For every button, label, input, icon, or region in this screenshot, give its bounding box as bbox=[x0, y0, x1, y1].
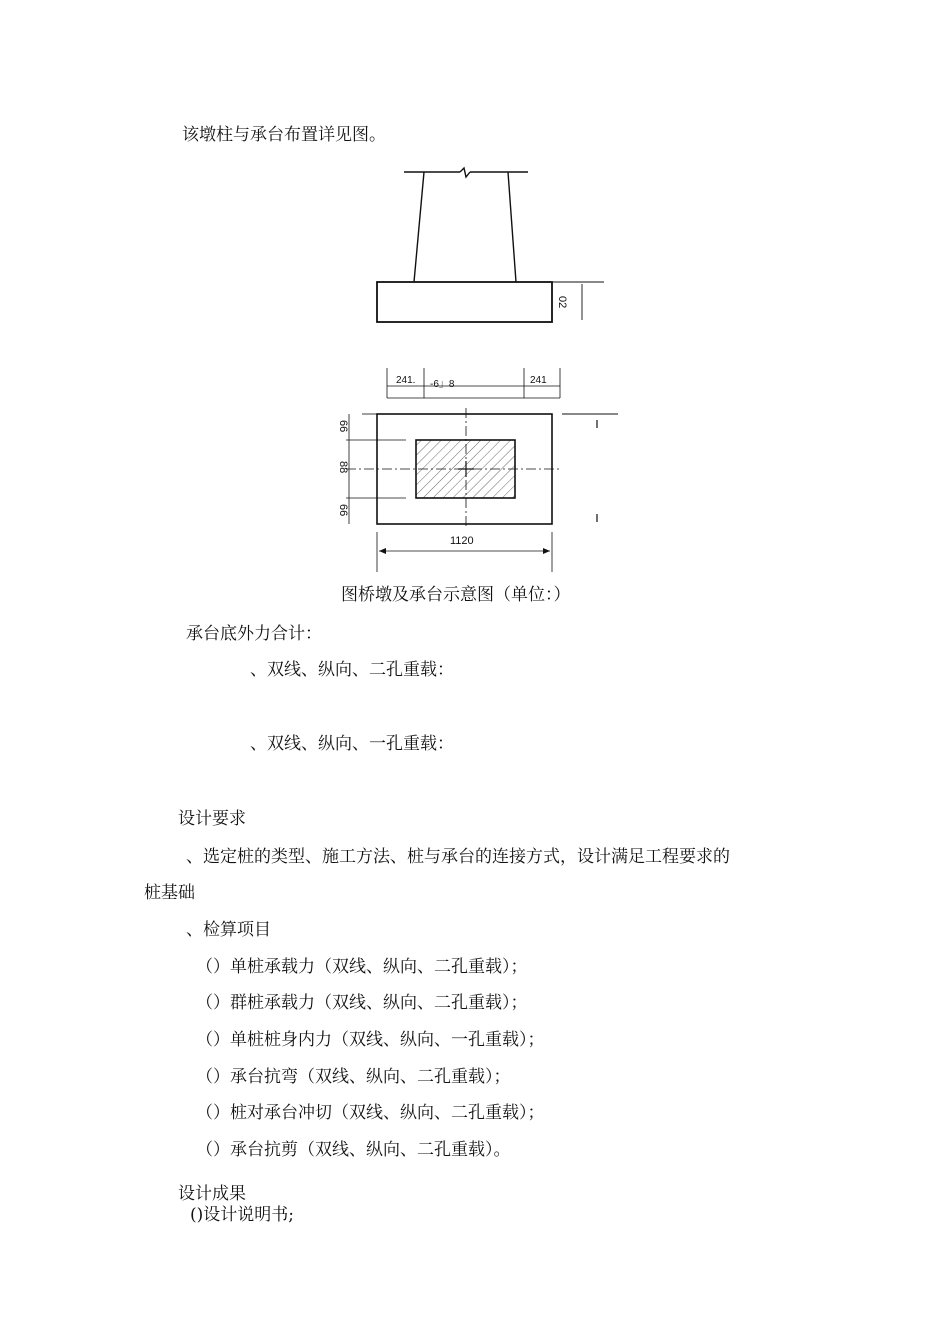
load-case-two-span: 、双线、纵向、二孔重载： bbox=[250, 660, 454, 680]
check-item: （）桩对承台冲切（双线、纵向、二孔重载）； bbox=[196, 1103, 545, 1123]
check-item: （）群桩承载力（双线、纵向、二孔重载）； bbox=[196, 993, 528, 1013]
plan-dim-right: 241 bbox=[530, 375, 547, 386]
plan-dim-left-bot: 66 bbox=[337, 504, 349, 517]
plan-dim-bottom: 1120 bbox=[450, 535, 474, 547]
requirement-item-2: 、检算项目 bbox=[186, 920, 271, 940]
plan-dim-middle: -6」8 bbox=[430, 379, 455, 390]
results-heading: 设计成果 bbox=[178, 1184, 246, 1204]
requirement-item-1: 、选定桩的类型、施工方法、桩与承台的连接方式，设计满足工程要求的 bbox=[186, 847, 730, 867]
check-item: （）单桩承载力（双线、纵向、二孔重载）； bbox=[196, 957, 528, 977]
cap-plan-drawing bbox=[0, 0, 950, 600]
load-case-one-span: 、双线、纵向、一孔重载： bbox=[250, 734, 454, 754]
figure-caption: 图桥墩及承台示意图（单位：） bbox=[341, 585, 571, 605]
check-item: （）承台抗剪（双线、纵向、二孔重载）。 bbox=[196, 1140, 511, 1160]
check-item: （）承台抗弯（双线、纵向、二孔重载）； bbox=[196, 1067, 511, 1087]
plan-dim-left: 241. bbox=[396, 375, 416, 386]
requirements-heading: 设计要求 bbox=[178, 809, 246, 829]
check-item: （）单桩桩身内力（双线、纵向、一孔重载）； bbox=[196, 1030, 545, 1050]
requirement-item-1-cont: 桩基础 bbox=[144, 883, 195, 903]
results-item-1: ()设计说明书; bbox=[190, 1205, 294, 1225]
intro-text: 该墩柱与承台布置详见图。 bbox=[182, 125, 386, 145]
plan-dim-left-mid: 88 bbox=[337, 461, 349, 474]
plan-dim-left-top: 66 bbox=[337, 420, 349, 433]
elevation-dimension: 02 bbox=[556, 296, 568, 309]
loads-heading: 承台底外力合计： bbox=[186, 624, 322, 644]
